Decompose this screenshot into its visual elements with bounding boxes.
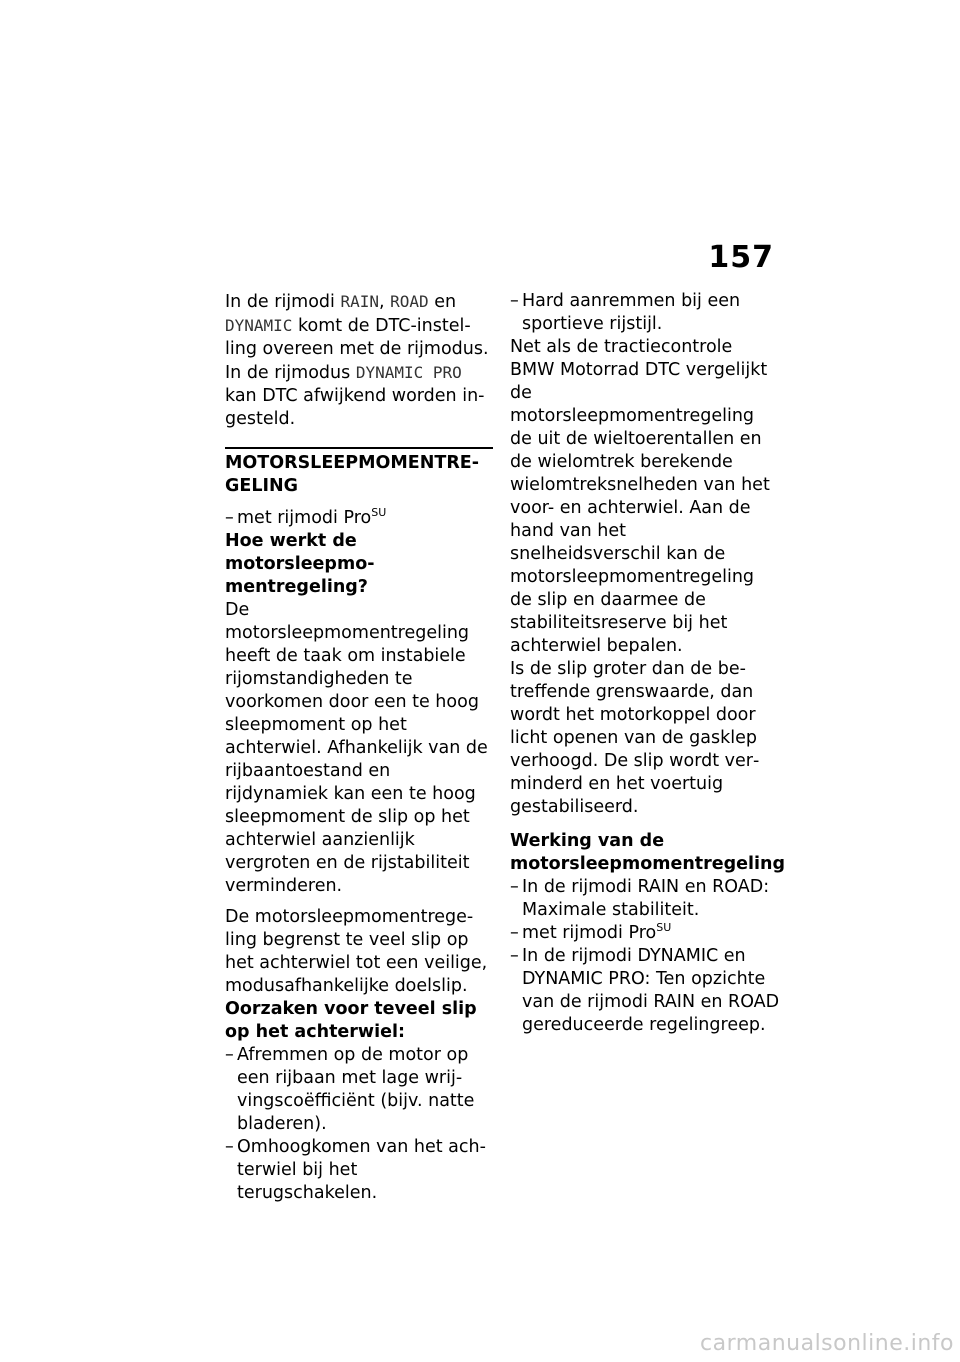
pro-note-text: met rijmodi Pro — [522, 923, 657, 943]
list-item: – Hard aanremmen bij een sportieve rijstijl. — [510, 290, 780, 336]
section-title: MOTORSLEEPMOMENTREGELING — [225, 453, 480, 496]
modes-list-pro — [510, 922, 780, 1037]
mode-road: ROAD — [390, 292, 429, 311]
modes-list — [510, 876, 780, 922]
list-item: – In de rijmodi DYNAMIC en DYNAMIC PRO: Ten opzichte van de rijmodi RAIN en ROAD gereduceerde regelingreep. — [510, 945, 780, 1037]
how-it-works-heading: Hoe werkt de motorsleepmomentregeling? — [225, 531, 375, 597]
list-item: – Afremmen op de motor op een rijbaan met lage wrijvingscoëfficiënt (bijv. natte bladeren). — [225, 1044, 493, 1136]
mode-rain: RAIN — [340, 292, 379, 311]
limit-paragraph: De motorsleepmomentregeling begrenst te veel slip op het achterwiel tot een veilige, modusafhankelijke doelslip. — [225, 907, 488, 996]
pro-superscript: SU — [371, 506, 387, 520]
causes-list — [225, 1044, 493, 1205]
watermark: carmanualsonline.info — [700, 1331, 954, 1356]
section-divider — [225, 447, 493, 498]
intro-text: en — [428, 292, 457, 312]
list-item: – In de rijmodi RAIN en ROAD: Maximale stabiliteit. — [510, 876, 780, 922]
pro-note — [510, 922, 780, 945]
causes-list-continued — [510, 290, 780, 336]
pro-note — [225, 507, 493, 530]
mode-dynamic: DYNAMIC — [225, 316, 293, 335]
intro-text: komt de DTC-instelling overeen met de rijmodus. In de rijmodus — [225, 316, 489, 383]
page-number: 157 — [708, 240, 774, 275]
intro-text: In de rijmodi — [225, 292, 341, 312]
pro-note-text: met rijmodi Pro — [237, 508, 372, 528]
right-column — [510, 290, 786, 1037]
dtc-paragraph: Net als de tractiecontrole BMW Motorrad DTC vergelijkt de motorsleepmomentregeling de uit de wieltoerentallen en de wielomtrek berekende wielomtreksnelheden van het voor- en achterwiel. Aan de hand van het snelheidsverschil kan de motorsleepmomentregeling de slip en daarmee de stabiliteitsreserve bij het achterwiel bepalen. — [510, 337, 770, 656]
mode-dynamic-pro: DYNAMIC PRO — [355, 363, 462, 382]
intro-text: , — [379, 292, 391, 312]
intro-paragraph — [225, 290, 493, 431]
slip-paragraph: Is de slip groter dan de betreffende grenswaarde, dan wordt het motorkoppel door licht openen van de gasklep verhoogd. De slip wordt verminderd en het voertuig gestabiliseerd. — [510, 659, 760, 817]
pro-note-list — [225, 507, 493, 530]
list-item: – Omhoogkomen van het achterwiel bij het terugschakelen. — [225, 1136, 493, 1205]
operation-heading: Werking van de motorsleepmomentregeling — [510, 831, 786, 874]
how-it-works-body: De motorsleepmomentregeling heeft de taak om instabiele rijomstandigheden te voorkomen door een te hoog sleepmoment op het achterwiel. Afhankelijk van de rijbaantoestand en rijdynamiek kan een te hoog sleepmoment de slip op het achterwiel aanzienlijk vergroten en de rijstabiliteit verminderen. — [225, 600, 488, 896]
causes-heading: Oorzaken voor teveel slip op het achterwiel: — [225, 999, 477, 1042]
left-column — [225, 290, 493, 1205]
pro-superscript: SU — [656, 921, 672, 935]
intro-text: kan DTC afwijkend worden ingesteld. — [225, 386, 485, 429]
